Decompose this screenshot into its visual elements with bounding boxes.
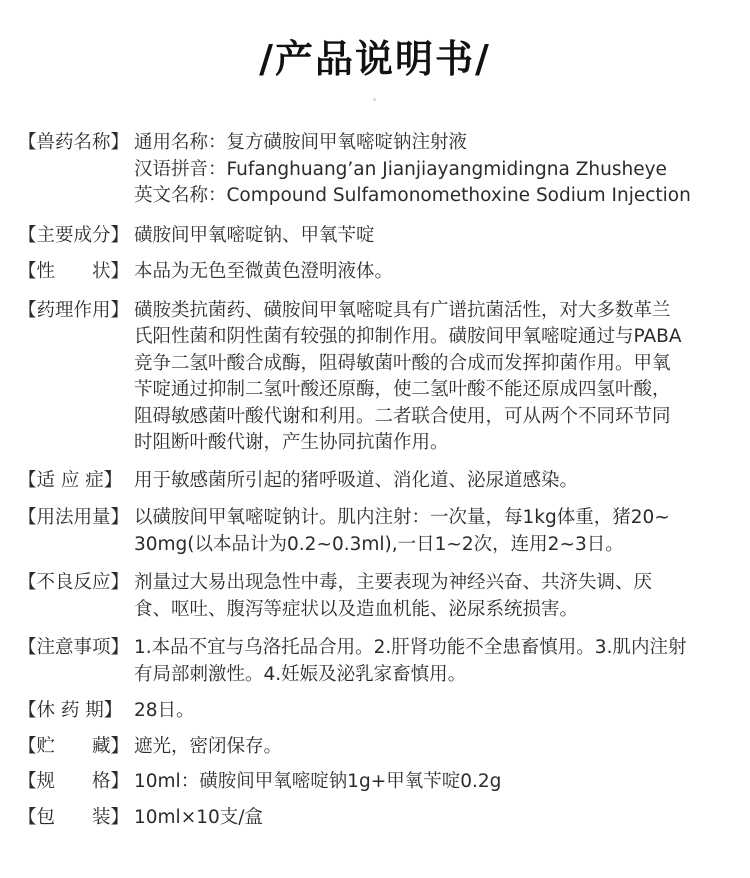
divider-dot <box>373 98 376 101</box>
body-line: 磺胺类抗菌药、磺胺间甲氧嘧啶具有广谱抗菌活性，对大多数革兰 <box>134 299 671 321</box>
section-appearance <box>18 259 730 286</box>
section-body <box>134 734 730 761</box>
section-packaging <box>18 805 730 832</box>
body-line: 1.本品不宜与乌洛托品合用。2.肝肾功能不全患畜慎用。3.肌内注射 <box>134 637 687 658</box>
section-body <box>134 223 730 250</box>
body-line: 遮光，密闭保存。 <box>134 735 283 757</box>
section-drug-name <box>18 130 730 210</box>
body-line: 用于敏感菌所引起的猪呼吸道、消化道、泌尿道感染。 <box>134 469 579 491</box>
section-pharmacology <box>18 298 730 457</box>
section-specification <box>18 769 730 796</box>
body-line: 通用名称：复方磺胺间甲氧嘧啶钠注射液 <box>134 132 468 153</box>
body-line: 苄啶通过抑制二氢叶酸还原酶，使二氢叶酸不能还原成四氢叶酸， <box>134 379 671 400</box>
section-body <box>134 505 730 558</box>
section-body <box>134 468 730 495</box>
section-withdrawal-period <box>18 698 730 725</box>
section-indications <box>18 468 730 495</box>
body-line: 竞争二氢叶酸合成酶，阻碍敏菌叶酸的合成而发挥抑菌作用。甲氧 <box>134 352 671 374</box>
body-line: 10ml：磺胺间甲氧嘧啶钠1g+甲氧苄啶0.2g <box>134 771 502 792</box>
section-body <box>134 570 730 623</box>
section-body <box>134 698 730 725</box>
instructions-list <box>18 130 730 831</box>
section-label: 【贮 藏】 <box>18 735 130 757</box>
section-adverse-reactions <box>18 570 730 623</box>
body-line: 以磺胺间甲氧嘧啶钠计。肌内注射：一次量，每1kg体重，猪20~ <box>134 507 670 528</box>
body-line: 汉语拼音：Fufanghuang’an Jianjiayangmidingna Zhusheye <box>134 158 667 180</box>
body-line: 时阻断叶酸代谢，产生协同抗菌作用。 <box>134 432 449 453</box>
body-line: 30mg(以本品计为0.2~0.3ml),一日1~2次，连用2~3日。 <box>134 533 624 555</box>
section-label: 【性 状】 <box>18 261 130 282</box>
section-label: 【用法用量】 <box>18 507 130 528</box>
section-precautions <box>18 635 730 688</box>
section-body <box>134 259 730 286</box>
section-label: 【药理作用】 <box>18 299 130 321</box>
section-dosage <box>18 505 730 558</box>
body-line: 有局部刺激性。4.妊娠及泌乳家畜慎用。 <box>134 663 467 685</box>
body-line: 本品为无色至微黄色澄明液体。 <box>134 261 394 282</box>
section-label: 【注意事项】 <box>18 637 130 658</box>
section-label: 【主要成分】 <box>18 224 130 246</box>
section-label: 【适 应 症】 <box>18 469 123 491</box>
body-line: 剂量过大易出现急性中毒，主要表现为神经兴奋、共济失调、厌 <box>134 572 653 593</box>
section-body <box>134 805 730 832</box>
section-label: 【兽药名称】 <box>18 132 130 153</box>
section-body <box>134 769 730 796</box>
body-line: 28日。 <box>134 700 195 721</box>
section-body <box>134 130 730 210</box>
body-line: 磺胺间甲氧嘧啶钠、甲氧苄啶 <box>134 224 375 246</box>
section-label: 【包 装】 <box>18 806 130 828</box>
section-storage <box>18 734 730 761</box>
body-line: 氏阳性菌和阴性菌有较强的抑制作用。磺胺间甲氧嘧啶通过与PABA <box>134 326 682 347</box>
body-line: 英文名称：Compound Sulfamonomethoxine Sodium Injection <box>134 185 691 206</box>
section-body <box>134 298 730 457</box>
body-line: 阻碍敏感菌叶酸代谢和利用。二者联合使用，可从两个不同环节同 <box>134 405 671 427</box>
section-label: 【休 药 期】 <box>18 700 123 721</box>
section-ingredients <box>18 223 730 250</box>
section-label: 【不良反应】 <box>18 572 130 593</box>
body-line: 食、呕吐、腹泻等症状以及造血机能、泌尿系统损害。 <box>134 598 579 620</box>
document-title: /产品说明书/ <box>259 37 491 81</box>
section-body <box>134 635 730 688</box>
section-label: 【规 格】 <box>18 771 130 792</box>
body-line: 10ml×10支/盒 <box>134 806 263 828</box>
